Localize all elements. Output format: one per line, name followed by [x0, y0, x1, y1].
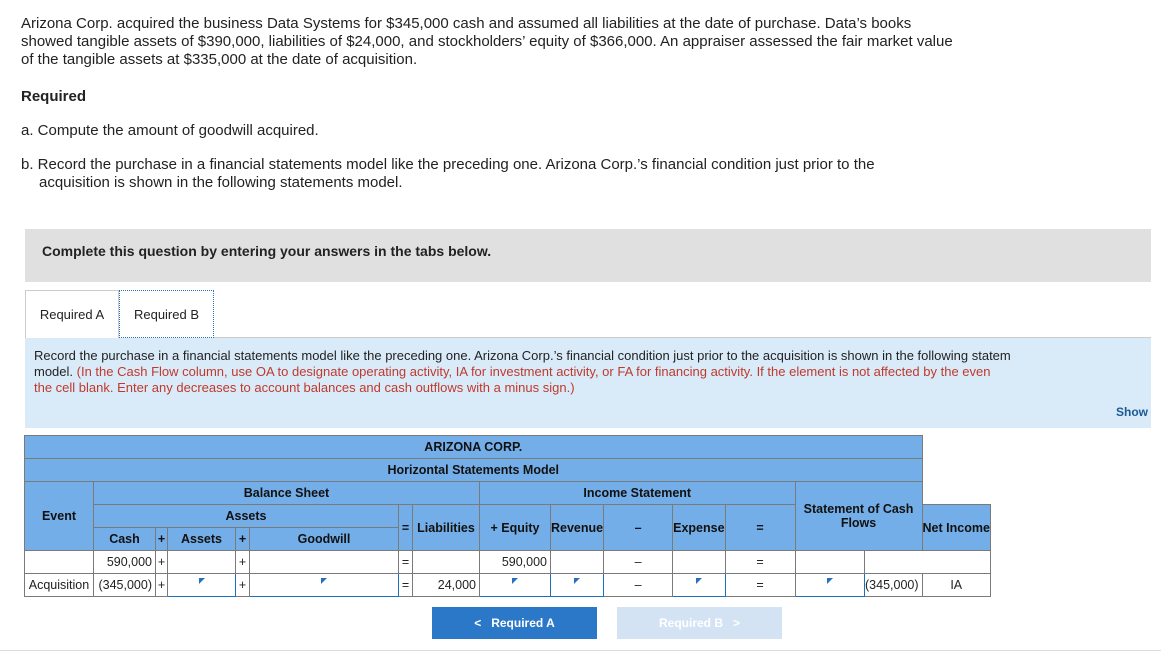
instructions-panel: [25, 338, 1151, 428]
minus-op: –: [604, 574, 673, 597]
liabilities-header: Liabilities: [413, 505, 480, 551]
statements-model-table: [24, 435, 991, 597]
part-b-line1: b. Record the purchase in a financial statements model like the preceding one. Arizona Corp.’s financial condition just prior to the: [21, 156, 875, 173]
equity-header: [480, 505, 551, 551]
tab-required-b[interactable]: Required B: [119, 290, 214, 338]
tab-bar: [25, 290, 1151, 338]
row1-assets: [168, 551, 236, 574]
bottom-divider: [0, 650, 1161, 651]
row2-assets-input[interactable]: [168, 574, 236, 597]
instructions-line1: Record the purchase in a financial statements model like the preceding one. Arizona Corp.’s financial condition just prior to the acquisition is shown in the following statem: [34, 348, 1011, 363]
tabs-banner: Complete this question by entering your answers in the tabs below.: [25, 229, 1151, 282]
row2-liabilities-input[interactable]: 24,000: [413, 574, 480, 597]
part-b-text: [21, 156, 941, 192]
input-marker-icon: [696, 578, 702, 584]
model-title: Horizontal Statements Model: [25, 459, 923, 482]
prev-label: Required A: [491, 616, 555, 630]
minus-op: –: [604, 505, 673, 551]
row2-cash-input[interactable]: (345,000): [94, 574, 156, 597]
equity-label: Equity: [501, 520, 540, 535]
company-name: ARIZONA CORP.: [25, 436, 923, 459]
row1-net-income: [795, 551, 864, 574]
instructions-line2: [34, 364, 1151, 380]
plus-op: +: [156, 574, 168, 597]
balance-sheet-header: Balance Sheet: [94, 482, 480, 505]
row2-goodwill-input[interactable]: [250, 574, 399, 597]
input-marker-icon: [574, 578, 580, 584]
eq-op: =: [399, 551, 413, 574]
prev-required-a-button[interactable]: < Required A: [432, 607, 597, 639]
input-marker-icon: [321, 578, 327, 584]
problem-intro: Arizona Corp. acquired the business Data Systems for $345,000 cash and assumed all liabilities at the date of purchase. Data’s books showed tangible assets of $390,000, liabilities of $24,000, and stockholders’ equity of $366,000. An appraiser assessed the fair market value of the tangible assets at $335,000 at the date of acquisition.: [21, 15, 953, 68]
row1-expense: [673, 551, 725, 574]
row1-event: [25, 551, 94, 574]
row1-revenue: [551, 551, 604, 574]
input-marker-icon: [512, 578, 518, 584]
required-heading: Required: [21, 88, 87, 105]
eq-op: =: [725, 551, 795, 574]
row2-expense-input[interactable]: [673, 574, 725, 597]
instructions-line2-black: model.: [34, 364, 77, 379]
event-header: Event: [25, 482, 94, 551]
revenue-header: Revenue: [551, 505, 604, 551]
input-marker-icon: [827, 578, 833, 584]
row1-goodwill: [250, 551, 399, 574]
row2-event: Acquisition: [25, 574, 94, 597]
plus-op: +: [156, 528, 168, 551]
row1-cash: 590,000: [94, 551, 156, 574]
part-b-line2: acquisition is shown in the following statements model.: [39, 174, 403, 191]
part-a-text: a. Compute the amount of goodwill acquired.: [21, 122, 319, 139]
eq-op: =: [725, 574, 795, 597]
cash-flows-header: Statement of Cash Flows: [795, 482, 922, 551]
net-income-header: Net Income: [922, 505, 990, 551]
goodwill-header: Goodwill: [250, 528, 399, 551]
eq-op: =: [399, 505, 413, 551]
next-required-b-button[interactable]: Required B >: [617, 607, 782, 639]
assets-header: Assets: [94, 505, 399, 528]
row2-activity-select[interactable]: IA: [922, 574, 990, 597]
plus-op: +: [236, 551, 250, 574]
income-statement-header: Income Statement: [480, 482, 796, 505]
row2-net-income-input[interactable]: [795, 574, 864, 597]
tab-required-a[interactable]: Required A: [25, 290, 119, 338]
show-link[interactable]: Show: [1116, 405, 1148, 419]
row1-liabilities: [413, 551, 480, 574]
eq-op: =: [725, 505, 795, 551]
minus-op: –: [604, 551, 673, 574]
input-marker-icon: [199, 578, 205, 584]
assets-col-header: Assets: [168, 528, 236, 551]
cash-header: Cash: [94, 528, 156, 551]
row2-cash-flow-input[interactable]: (345,000): [864, 574, 922, 597]
row1-cash-flow: [864, 551, 990, 574]
eq-op: =: [399, 574, 413, 597]
plus-op: +: [236, 528, 250, 551]
expense-header: Expense: [673, 505, 725, 551]
instructions-line2-red: (In the Cash Flow column, use OA to designate operating activity, IA for investment activity, or FA for financing activity. If the element is not affected by the even: [76, 364, 991, 379]
instructions-line3: the cell blank. Enter any decreases to account balances and cash outflows with a minus sign.): [34, 380, 575, 395]
row2-revenue-input[interactable]: [551, 574, 604, 597]
row1-equity: 590,000: [480, 551, 551, 574]
row2-equity-input[interactable]: [480, 574, 551, 597]
plus-op: +: [236, 574, 250, 597]
next-label: Required B: [658, 616, 723, 630]
plus-op: +: [490, 520, 498, 535]
plus-op: +: [156, 551, 168, 574]
